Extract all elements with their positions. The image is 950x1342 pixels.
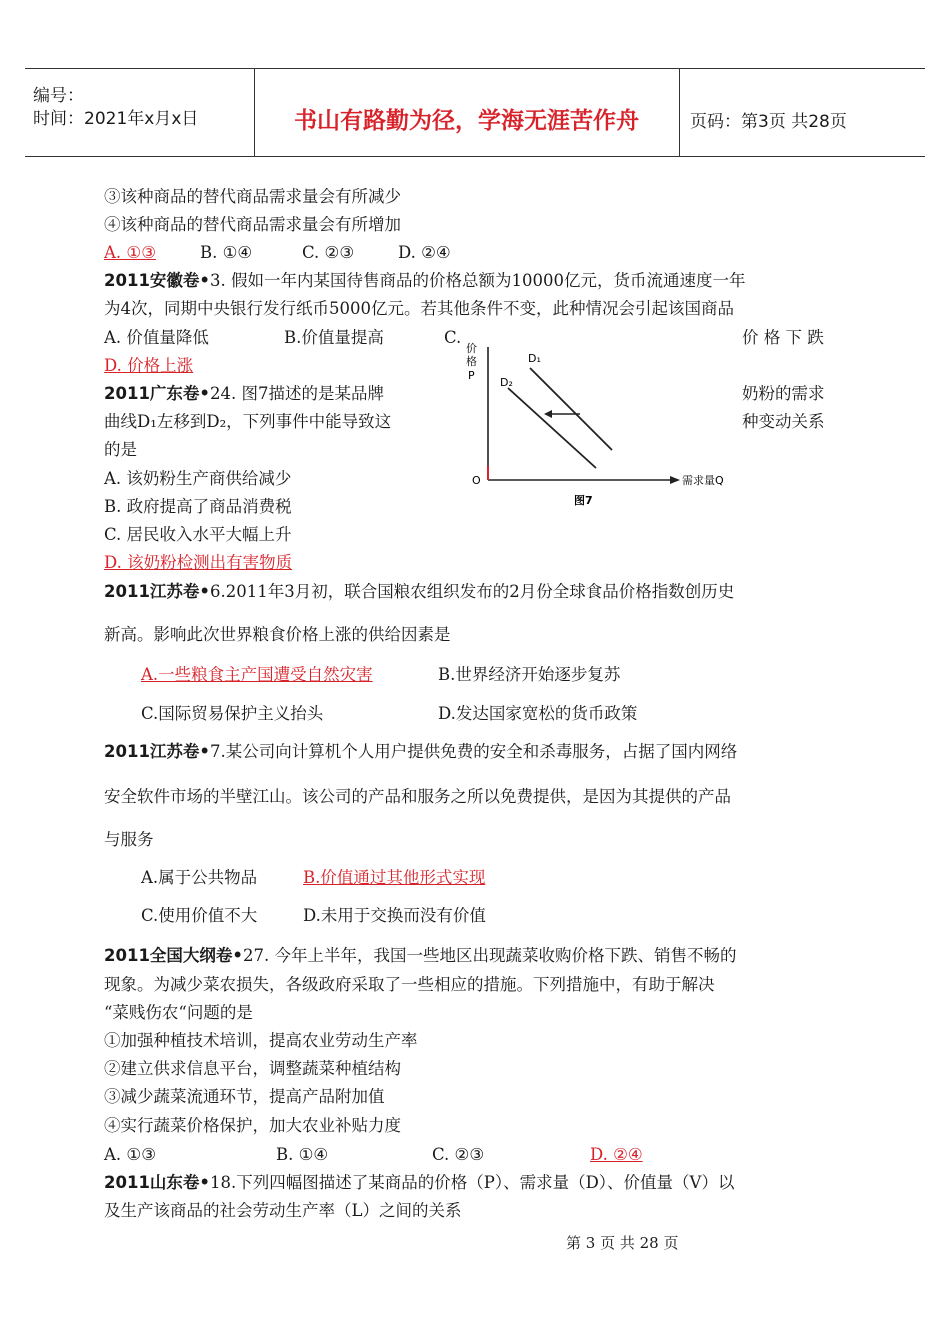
question-source: 2011江苏卷• [104,582,210,601]
page-footer: 第 3 页 共 28 页 [566,1234,679,1252]
answer-option: A. 该奶粉生产商供给减少 [104,469,292,488]
question-source: 2011江苏卷• [104,742,210,761]
question-source: 2011安徽卷• [104,271,210,290]
question-line [104,945,736,967]
question-source: 2011广东卷• [104,384,210,403]
question-line [104,383,384,405]
y-label: 价 [466,342,477,355]
question-line [104,1172,734,1194]
answer-option: A.一些粮食主产国遭受自然灾害 [141,665,373,684]
text-line: “菜贱伤农“问题的是 [104,1003,253,1022]
text-line: 安全软件市场的半壁江山。该公司的产品和服务之所以免费提供，是因为其提供的产品 [104,787,731,806]
answer-option: C. ②③ [432,1145,485,1164]
text-line: ④实行蔬菜价格保护，加大农业补贴力度 [104,1116,401,1135]
page-header [25,68,925,157]
text-line: 现象。为减少菜农损失，各级政府采取了一些相应的措施。下列措施中，有助于解决 [104,975,715,994]
answer-option: C.使用价值不大 [141,906,258,925]
answer-option: D. 价格上涨 [104,356,194,375]
answer-option: B. ①④ [200,243,253,262]
d1-label: D₁ [528,352,541,365]
time-label: 时间：2021年x月x日 [33,109,199,129]
curve-d1 [530,368,612,450]
answer-option: A. 价值量降低 [104,328,209,347]
question-line [104,581,734,603]
question-text: 18.下列四幅图描述了某商品的价格（P）、需求量（D）、价值量（V）以 [209,1173,735,1192]
question-text: 7.某公司向计算机个人用户提供免费的安全和杀毒服务，占据了国内网络 [209,742,738,761]
answer-option: A.属于公共物品 [141,868,258,887]
header-meta [25,69,255,156]
text-line: 与服务 [104,830,154,849]
answer-option: D.发达国家宽松的货币政策 [438,704,638,723]
x-label: 需求量Q [682,474,724,487]
text-line: ①加强种植技术培训，提高农业劳动生产率 [104,1031,418,1050]
answer-option: D. 该奶粉检测出有害物质 [104,553,293,572]
question-text: 3. 假如一年内某国待售商品的价格总额为10000亿元，货币流通速度一年 [209,271,746,290]
answer-option: A. ①③ [104,243,156,262]
text-line: 新高。影响此次世界粮食价格上涨的供给因素是 [104,625,451,644]
answer-option: C. [444,328,462,347]
text-line: 为4次，同期中央银行发行纸币5000亿元。若其他条件不变，此种情况会引起该国商品 [104,299,734,318]
question-line [104,741,737,763]
answer-option: C.国际贸易保护主义抬头 [141,704,324,723]
question-source: 2011山东卷• [104,1173,210,1192]
text-line: ③该种商品的替代商品需求量会有所减少 [104,187,401,206]
question-line [104,270,745,292]
x-axis-arrow [670,476,680,484]
answer-option-cont: 价 格 下 跌 [742,328,824,347]
d2-label: D₂ [500,376,513,389]
question-text: 的是 [104,440,137,459]
y-label: P [468,369,475,382]
demand-curve-figure [462,332,752,512]
answer-option: B. ①④ [276,1145,329,1164]
answer-option: D. ②④ [590,1145,643,1164]
answer-option: B.价值通过其他形式实现 [303,868,486,887]
question-text: 27. 今年上半年，我国一些地区出现蔬菜收购价格下跌、销售不畅的 [242,946,737,965]
motto: 书山有路勤为径，学海无涯苦作舟 [294,108,639,134]
text-line: ④该种商品的替代商品需求量会有所增加 [104,215,401,234]
number-label: 编号： [33,86,84,106]
header-motto-cell [254,69,680,156]
question-text-cont: 奶粉的需求 [742,384,825,403]
answer-option: C. ②③ [302,243,355,262]
answer-option: B.价值量提高 [284,328,384,347]
answer-option: D.未用于交换而没有价值 [303,906,486,925]
page-label: 页码：第3页 共28页 [690,112,847,132]
question-text: 6.2011年3月初，联合国粮农组织发布的2月份全球食品价格指数创历史 [209,582,735,601]
answer-option: C. 居民收入水平大幅上升 [104,525,292,544]
question-text: 24. 图7描述的是某品牌 [209,384,384,403]
origin-label: O [472,474,481,487]
question-source: 2011全国大纲卷• [104,946,243,965]
answer-option: B.世界经济开始逐步复苏 [438,665,621,684]
shift-arrowhead [544,410,552,418]
answer-option: B. 政府提高了商品消费税 [104,497,292,516]
figure-caption: 图7 [574,494,593,507]
text-line: ②建立供求信息平台，调整蔬菜种植结构 [104,1059,401,1078]
answer-option: A. ①③ [104,1145,156,1164]
text-line: ③减少蔬菜流通环节，提高产品附加值 [104,1087,385,1106]
y-label: 格 [466,355,477,368]
question-text-cont: 种变动关系 [742,412,825,431]
text-line: 及生产该商品的社会劳动生产率（L）之间的关系 [104,1201,462,1220]
curve-d2 [508,388,596,468]
answer-option: D. ②④ [398,243,451,262]
question-text: 曲线D₁左移到D₂，下列事件中能导致这 [104,412,392,431]
